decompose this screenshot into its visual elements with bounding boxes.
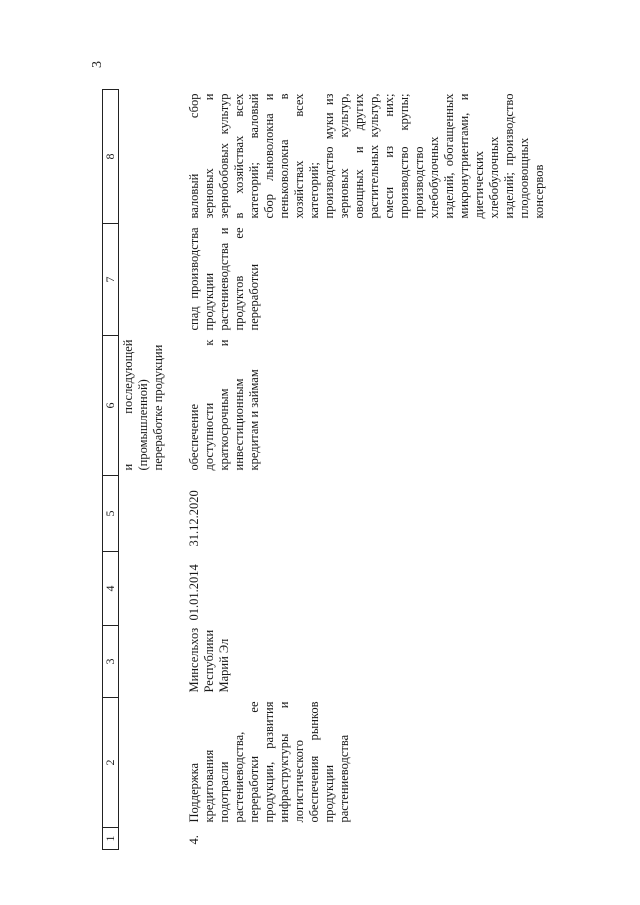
header-row [103, 90, 119, 850]
rotated-table-container [102, 90, 602, 850]
end-date-cell: 31.12.2020 [187, 490, 201, 547]
header-col-3: 3 [103, 626, 119, 698]
row-number: 4. [187, 835, 201, 845]
consequences-cell: спад производства продукции растениеводства и продуктов ее переработки [187, 227, 261, 331]
start-date-cell: 01.01.2014 [187, 564, 201, 621]
indicators-cell: валовый сбор зерновых и зернобобовых культур в хозяйствах всех категорий; валовый сбор льноволокна и пеньковолокна в хозяйствах всех категорий; производство муки из зерновых культур, овощных и других растительных культур, смеси из них; производство крупы; производство хлебобулочных изделий, обогащенных микронутриентами, и диетических хлебобулочных изделий; производство плодоовощных консервов [187, 93, 546, 219]
header-col-2: 2 [103, 698, 119, 828]
continuation-result-cell: и последующей (промышленной) переработке продукции [121, 339, 165, 471]
header-col-7: 7 [103, 224, 119, 336]
header-col-4: 4 [103, 552, 119, 626]
measure-name-cell: Поддержка кредитования подотрасли растениеводства, переработки ее продукции, развития инфраструктуры и логистического обеспечения рынков продукции растениеводства [187, 701, 351, 823]
executor-cell: Минсельхоз Республики Марий Эл [187, 627, 231, 693]
table-row [183, 90, 587, 850]
program-table [102, 89, 587, 850]
header-col-6: 6 [103, 336, 119, 476]
expected-result-cell: обеспечение доступности к краткосрочным и инвестиционным кредитам и займам [187, 339, 261, 471]
header-col-5: 5 [103, 476, 119, 552]
header-col-1: 1 [103, 828, 119, 850]
header-col-8: 8 [103, 90, 119, 224]
continuation-row [119, 90, 184, 850]
page-number: 3 [90, 61, 105, 68]
